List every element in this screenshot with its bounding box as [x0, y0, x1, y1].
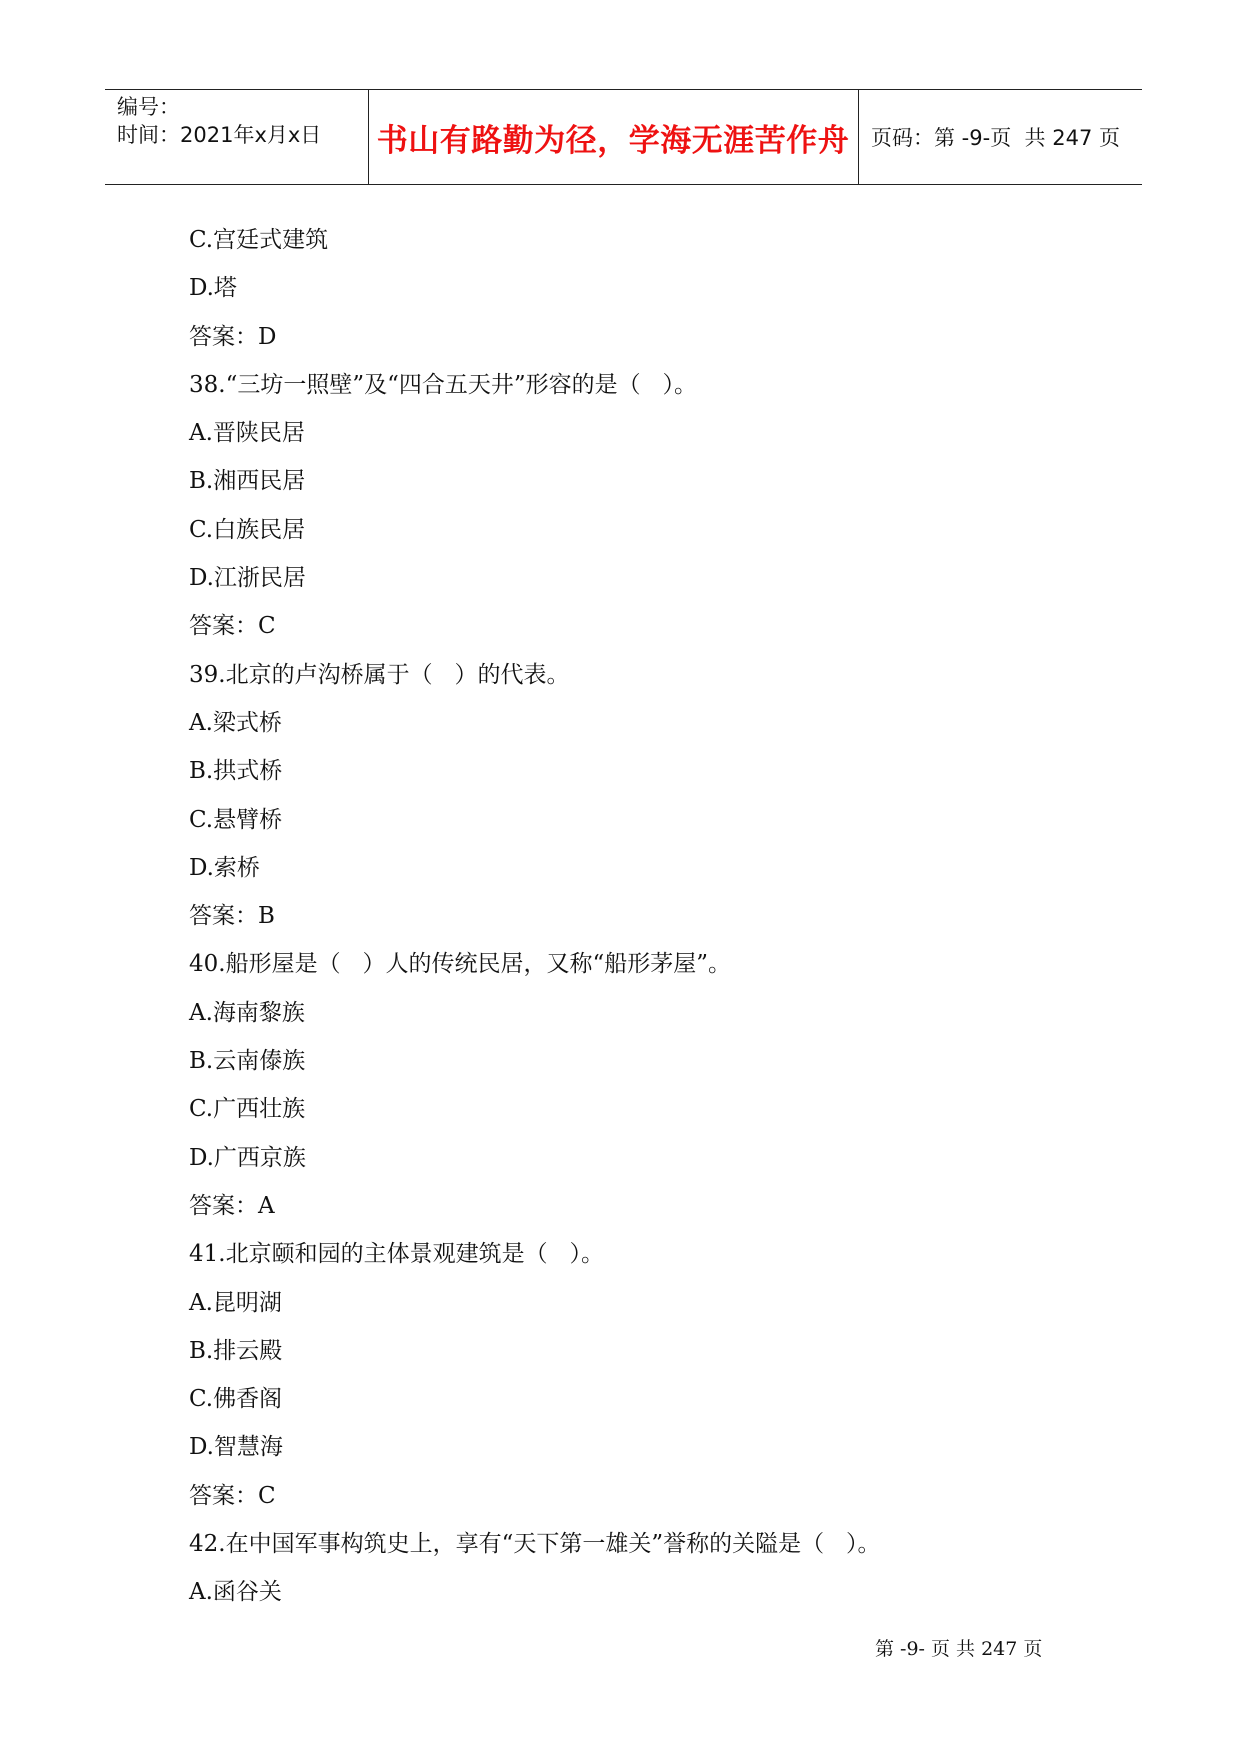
option-line: C.白族民居 — [189, 516, 306, 543]
time-label: 时间：2021年x月x日 — [117, 123, 322, 147]
option-line: A.晋陕民居 — [189, 420, 305, 447]
option-line: C.广西壮族 — [189, 1096, 306, 1123]
question-line: 38.“三坊一照壁”及“四合五天井”形容的是（ ）。 — [189, 371, 698, 398]
option-line: B.云南傣族 — [189, 1048, 306, 1075]
footer-page-label: 第 -9- 页 共 247 页 — [875, 1638, 1043, 1660]
question-line: 40.船形屋是（ ）人的传统民居，又称“船形茅屋”。 — [189, 951, 732, 978]
page-header — [105, 89, 1142, 185]
question-line: 39.北京的卢沟桥属于（ ）的代表。 — [189, 661, 570, 688]
option-line: B.排云殿 — [189, 1337, 283, 1364]
option-line: D.塔 — [189, 275, 237, 302]
answer-line: 答案：C — [189, 613, 276, 640]
number-label: 编号： — [117, 95, 180, 119]
answer-line: 答案：A — [189, 1192, 275, 1219]
option-line: C.宫廷式建筑 — [189, 227, 329, 253]
option-line: D.智慧海 — [189, 1434, 283, 1461]
header-meta — [117, 93, 321, 149]
answer-line: 答案：B — [189, 903, 275, 930]
option-line: B.拱式桥 — [189, 758, 283, 785]
document-body — [189, 220, 881, 1621]
option-line: C.悬臂桥 — [189, 806, 283, 833]
option-line: A.海南黎族 — [189, 999, 305, 1026]
option-line: D.索桥 — [189, 854, 260, 881]
option-line: A.昆明湖 — [189, 1289, 282, 1316]
header-page-label: 页码：第 -9-页 共 247 页 — [871, 126, 1120, 150]
option-line: A.函谷关 — [189, 1579, 282, 1606]
option-line: D.广西京族 — [189, 1144, 306, 1171]
answer-line: 答案：C — [189, 1482, 276, 1509]
motto: 书山有路勤为径，学海无涯苦作舟 — [376, 122, 850, 159]
question-line: 42.在中国军事构筑史上，享有“天下第一雄关”誉称的关隘是（ ）。 — [189, 1531, 881, 1558]
option-line: D.江浙民居 — [189, 565, 306, 592]
header-divider — [858, 90, 859, 184]
question-line: 41.北京颐和园的主体景观建筑是（ ）。 — [189, 1241, 605, 1268]
option-line: B.湘西民居 — [189, 468, 306, 495]
option-line: A.梁式桥 — [189, 709, 282, 736]
option-line: C.佛香阁 — [189, 1386, 283, 1413]
answer-line: 答案：D — [189, 323, 277, 350]
